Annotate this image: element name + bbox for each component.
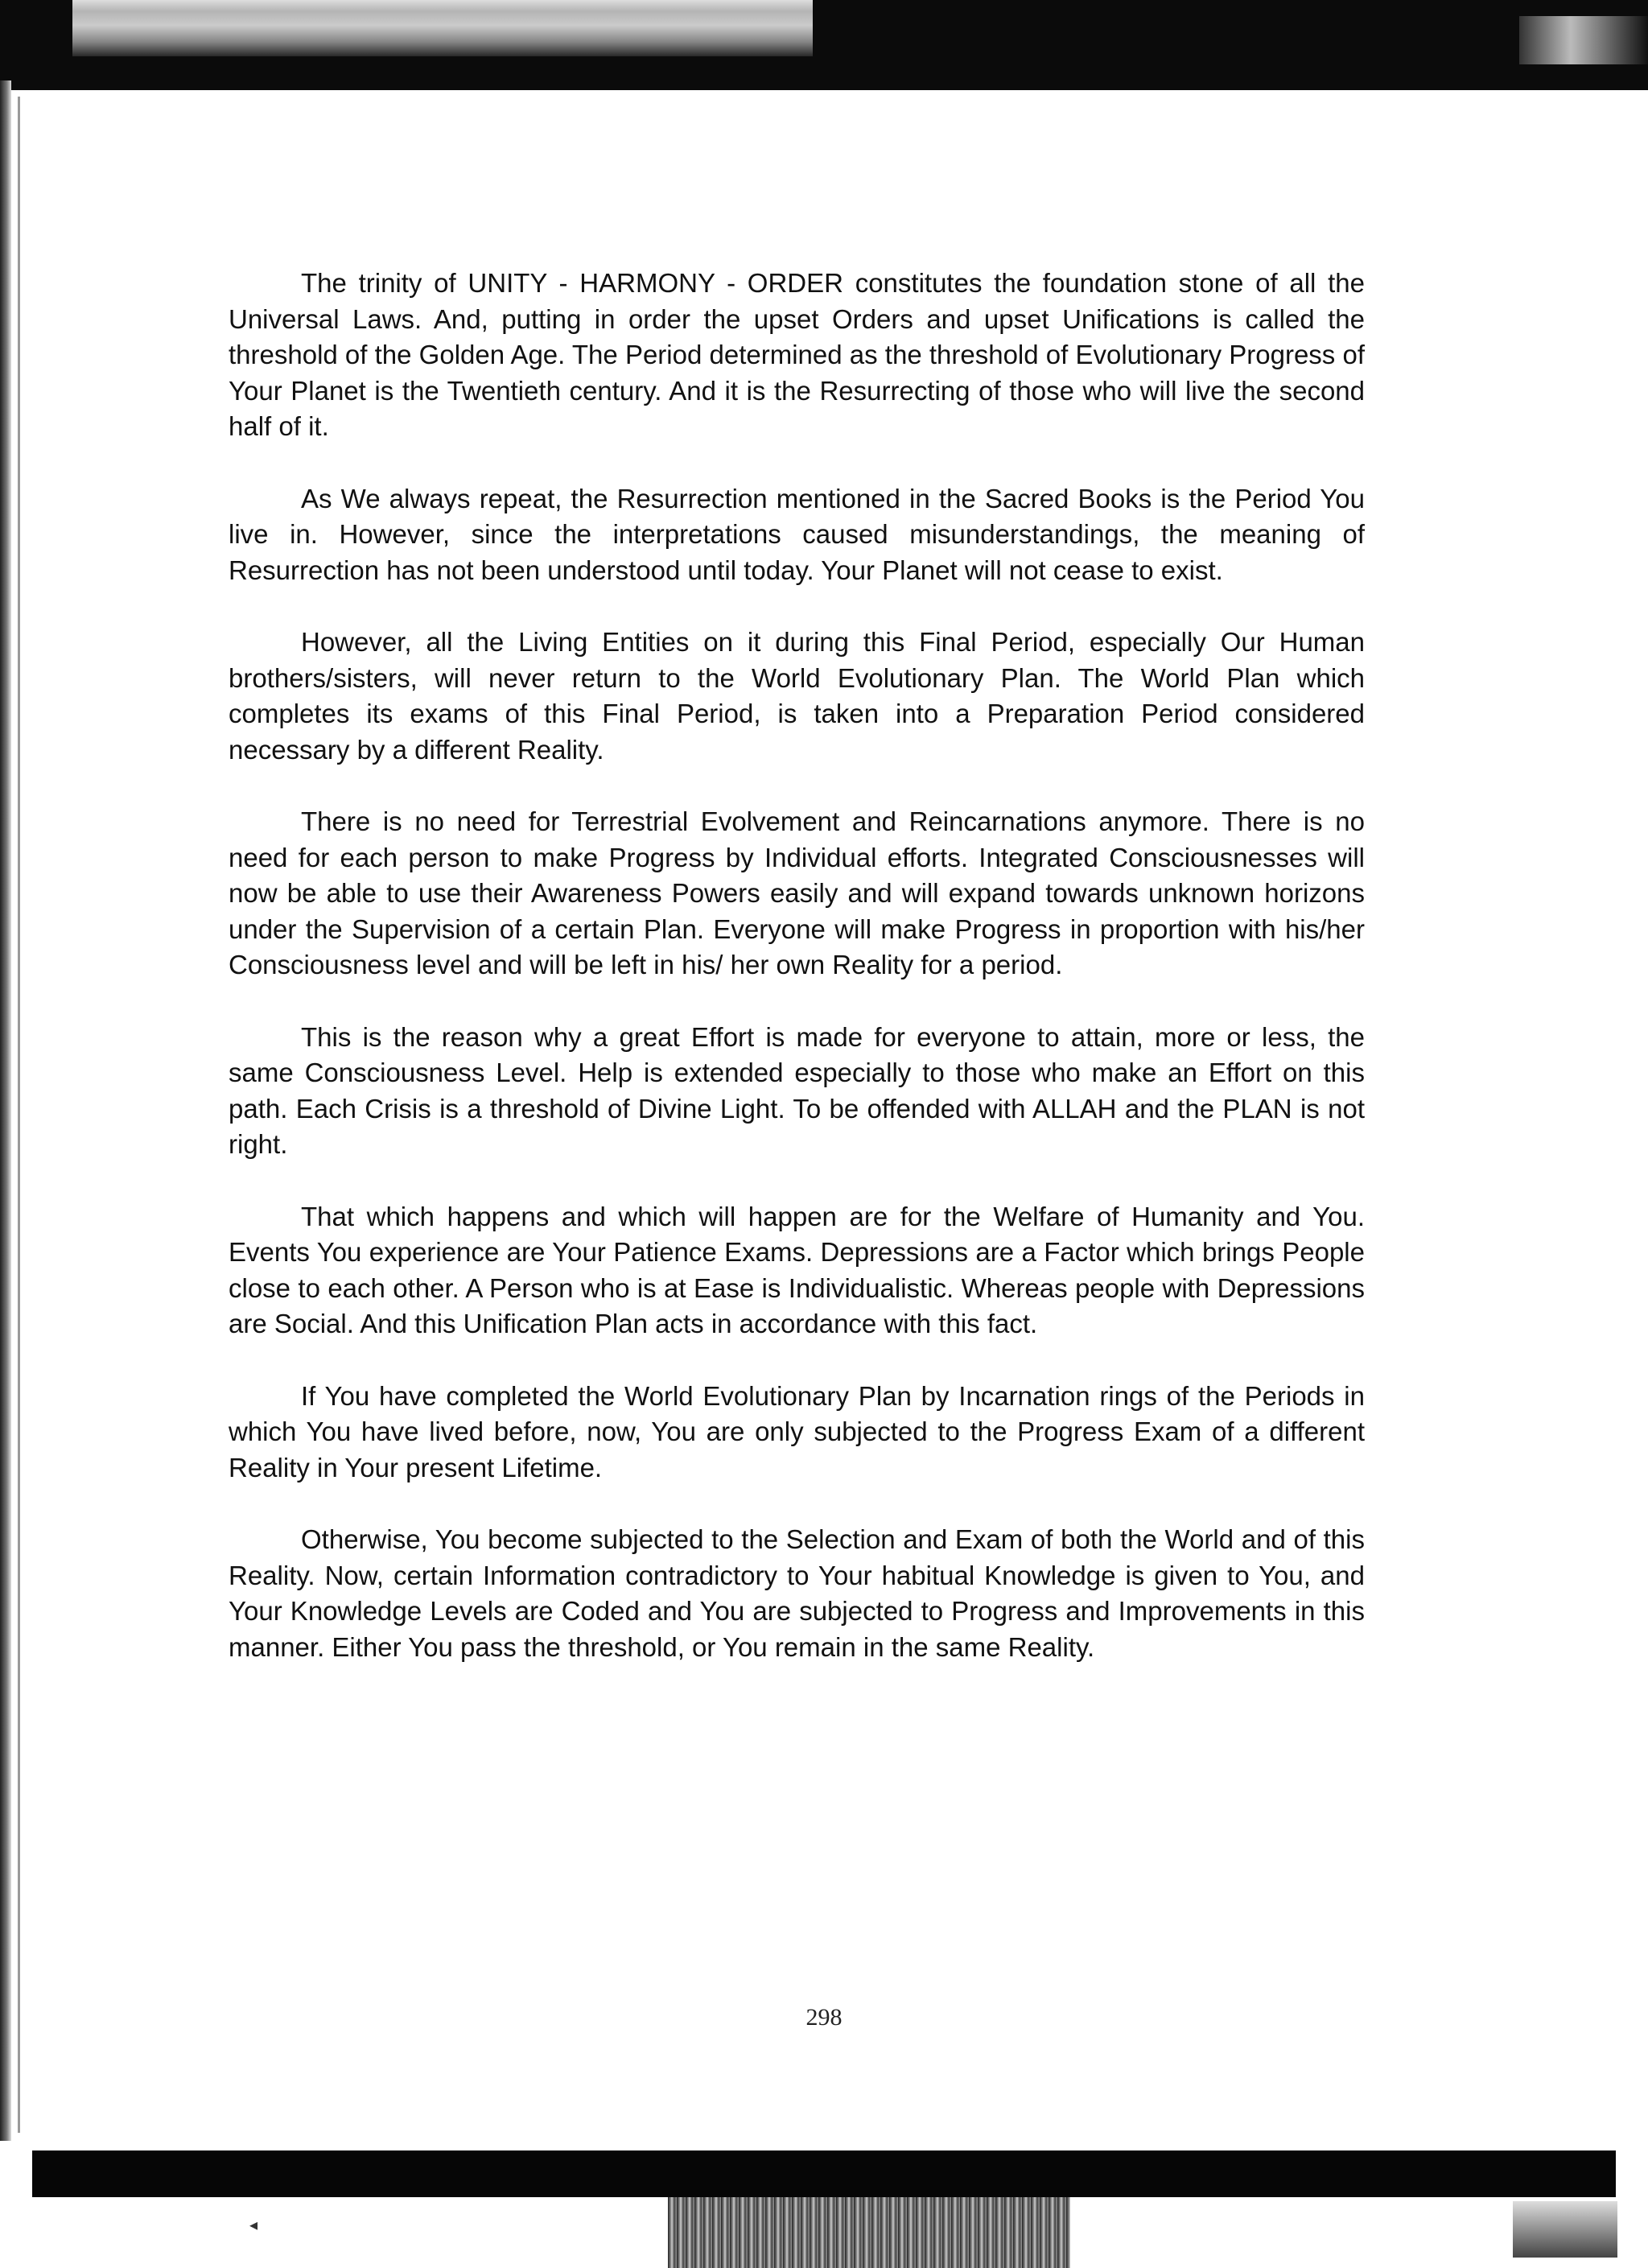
paragraph-7: If You have completed the World Evolutionary Plan by Incarnation rings of the Periods in which You have lived before, now, You are only subjected to the Progress Exam of a different Reality in Your present Lifetime. [229,1380,1365,1482]
paragraph-5: This is the reason why a great Effort is made for everyone to attain, more or less, the same Consciousness Level. Help is extended especially to those who make an Effort on this path. Each Crisis is a threshold of Divine Light. To be offended with ALLAH and the PLAN is not right. [229,1021,1365,1159]
scan-left-line [18,97,20,2133]
scan-bottom-border [32,2150,1616,2197]
page-body [229,266,1365,1701]
page-number: 298 [805,2004,843,2031]
paragraph-1: The trinity of UNITY - HARMONY - ORDER constitutes the foundation stone of all the Universal Laws. And, putting in order the upset Orders and upset Unifications is called the threshold of the Golden Age. The Period determined as the threshold of Evolutionary Progress of Your Planet is the Twentieth century. And it is the Resurrecting of those who will live the second half of it. [229,268,1365,441]
scan-top-right-shadow [1519,16,1648,64]
scan-bottom-right-shadow [1513,2201,1617,2258]
stray-mark-icon: ◂ [249,2215,258,2234]
paragraph-3: However, all the Living Entities on it during this Final Period, especially Our Human brothers/sisters, will never return to the World Evolutionary Plan. The World Plan which completes its exams of this Final Period, is taken into a Preparation Period considered necessary by a different Reality. [229,627,1365,765]
paragraph-2: As We always repeat, the Resurrection mentioned in the Sacred Books is the Period You live in. However, since the interpretations caused misunderstandings, the meaning of Resurrection has not been understood until today. Your Planet will not cease to exist. [229,483,1365,585]
paragraph-6: That which happens and which will happen are for the Welfare of Humanity and You. Events You experience are Your Patience Exams. Depressions are a Factor which brings People close to each other. A Person who is at Ease is Individualistic. Whereas people with Depressions are Social. And this Unification Plan acts in accordance with this fact. [229,1201,1365,1338]
paragraph-4: There is no need for Terrestrial Evolvement and Reincarnations anymore. There is no need for each person to make Progress by Individual efforts. Integrated Consciousnesses will now be able to use their Awareness Powers easily and will expand towards unknown horizons under the Supervision of a certain Plan. Everyone will make Progress in proportion with his/her Consciousness level and will be left in his/ her own Reality for a period. [229,806,1365,979]
paragraph-8: Otherwise, You become subjected to the Selection and Exam of both the World and of this Reality. Now, certain Information contradictory to Your habitual Knowledge is given to You, and Your Knowledge Levels are Coded and You are subjected to Progress and Improvements in this manner. Either You pass the threshold, or You remain in the same Reality. [229,1524,1365,1662]
scan-top-glare [72,0,813,56]
scan-bottom-noise [668,2197,1070,2268]
scan-left-edge [0,80,11,2141]
